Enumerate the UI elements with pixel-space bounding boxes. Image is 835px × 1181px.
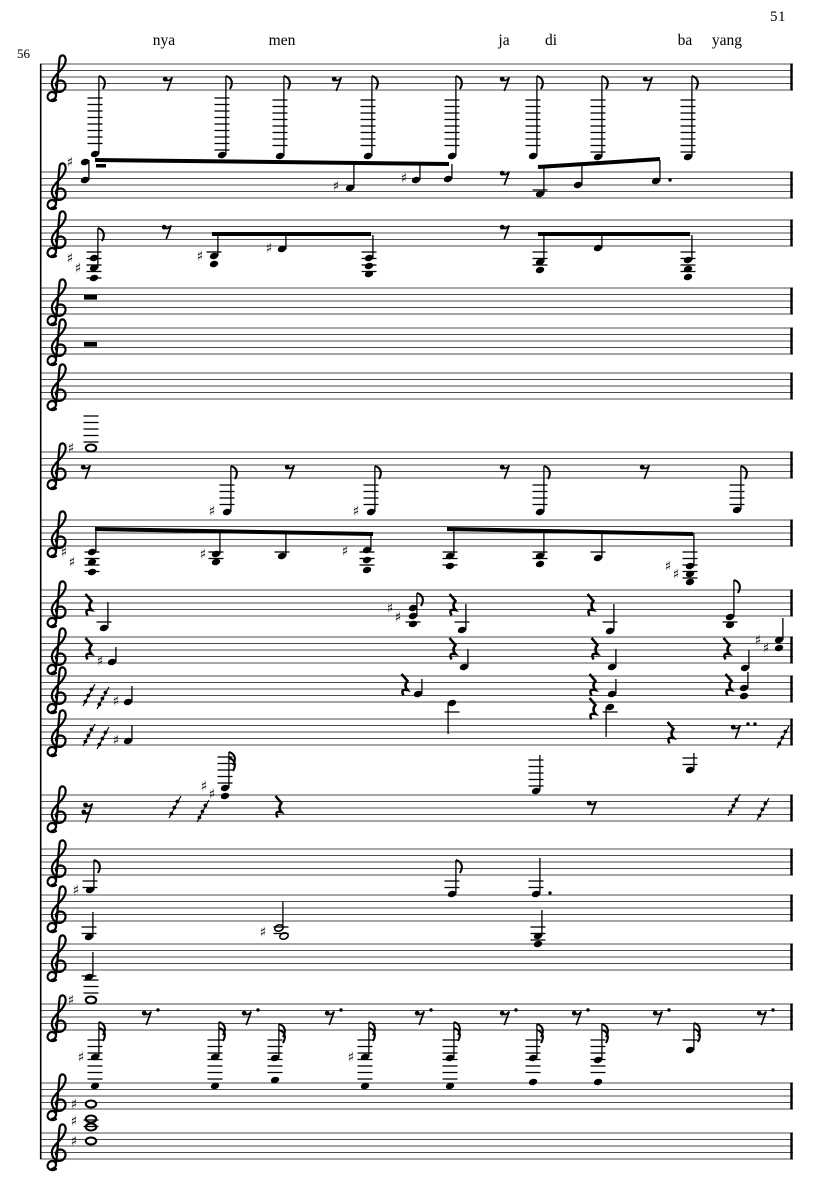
lyric-syllable: nya [152,32,176,49]
svg-text:♯: ♯ [67,440,75,457]
svg-text:♯: ♯ [341,543,349,560]
svg-text:♯: ♯ [199,546,207,563]
lyric-syllable: men [268,32,296,49]
lyric-syllable: di [544,32,558,49]
svg-text:♯: ♯ [208,786,216,803]
svg-text:♯: ♯ [332,178,340,195]
svg-text:♯: ♯ [394,609,402,626]
svg-text:♯: ♯ [196,248,204,265]
svg-text:♯: ♯ [386,600,394,617]
svg-text:♯: ♯ [352,503,360,520]
svg-text:♯: ♯ [347,1049,355,1066]
lyric-syllable: ba [677,32,693,49]
svg-text:♯: ♯ [208,503,216,520]
svg-text:♯: ♯ [112,693,120,710]
svg-text:♯: ♯ [70,1113,78,1130]
svg-text:♯: ♯ [74,260,82,277]
page-number: 51 [770,9,786,25]
svg-text:♯: ♯ [664,558,672,575]
svg-text:♯: ♯ [68,554,76,571]
svg-text:♯: ♯ [60,544,68,561]
svg-text:♯: ♯ [70,1096,78,1113]
svg-text:♯: ♯ [762,640,770,657]
svg-text:♯: ♯ [77,1049,85,1066]
svg-text:♯: ♯ [70,1133,78,1150]
svg-text:♯: ♯ [96,653,104,670]
svg-text:♯: ♯ [400,170,408,187]
svg-text:♯: ♯ [67,992,75,1009]
svg-text:♯: ♯ [112,732,120,749]
measure-number: 56 [17,46,30,61]
svg-text:♯: ♯ [72,882,80,899]
svg-text:♯: ♯ [200,778,208,795]
lyric-syllable: ja [498,32,510,49]
lyric-syllable: yang [711,32,743,49]
svg-text:♯: ♯ [66,250,74,267]
svg-text:♯: ♯ [66,154,74,171]
svg-text:♯: ♯ [672,566,680,583]
svg-text:♯: ♯ [754,632,762,649]
svg-text:♯: ♯ [265,240,273,257]
svg-text:♯: ♯ [259,924,267,941]
